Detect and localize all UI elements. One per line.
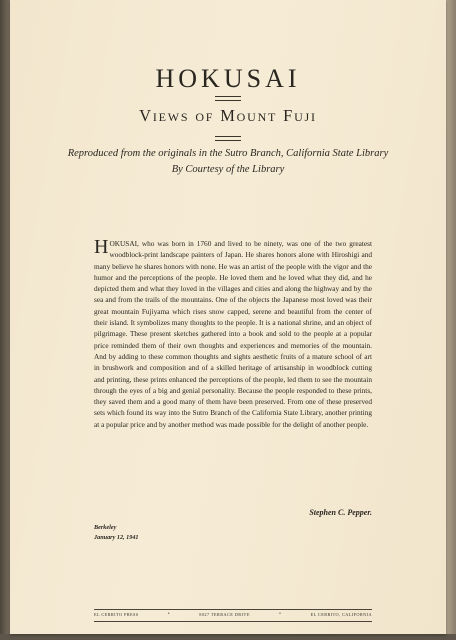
footer-rule-top (94, 609, 372, 610)
footer-press: EL CERRITO PRESS (94, 612, 139, 617)
dateline-place: Berkeley (94, 524, 117, 531)
paper-sheet (10, 0, 446, 634)
title-ornament (215, 96, 241, 101)
body-text: OKUSAI, who was born in 1760 and lived to be ninety, was one of the two greatest woodblock-print landscape painters of Japan. He shares honors alone with Hiroshigi and many believe he shares honors with none. He was an artist of the people with the vigor and the humor and the perceptions of the people. He loved them and he loved what they did, and he depicted them and what they loved in the villages and cities and along the highway and by the sea and from the trails of the mountains. One of the objects the Japanese most loved was their great mountain Fujiyama which rises snow capped, serene and beautiful from the center of their island. It symbolizes many thoughts to the people. It is a national shrine, and an object of pilgrimage. These present sketches gathered into a book and sold to the people at a popular price reminded them of their own thoughts and experiences and memories of the mountain. And by adding to these common thoughts and sights aesthetic fruits of a mature school of art in brushwork and composition and of a skilled heritage of artisanship in woodblock cutting and printing, these prints enhanced the perceptions of the people, led them to see the mountain through the eyes of a big and genial personality. Because the people responded to these prints, they saved them and a good many of them have been preserved. From one of these preserved sets which found its way into the Sutro Branch of the California State Library, another printing at a popular price and by another method was made possible for the delight of another people. (94, 239, 372, 429)
footer-rule-bottom (94, 621, 372, 622)
footer-separator: • (167, 612, 171, 617)
body-paragraph (94, 238, 372, 430)
photo-edge-shadow-left (0, 0, 10, 640)
dateline (94, 523, 204, 542)
credit-block (10, 146, 446, 178)
credit-line-2: By Courtesy of the Library (171, 164, 285, 175)
document-title: HOKUSAI (155, 64, 301, 93)
credit-line-1: Reproduced from the originals in the Sutro Branch, California State Library (67, 148, 389, 159)
photo-edge-shadow-bottom (0, 634, 456, 640)
footer-separator: • (279, 612, 282, 617)
footer-imprint (94, 612, 372, 617)
subtitle-ornament (215, 136, 241, 141)
drop-cap: H (94, 236, 109, 258)
footer-city: EL CERRITO, CALIFORNIA (310, 612, 372, 617)
document-subtitle: Views of Mount Fuji (139, 106, 317, 125)
dateline-date: January 12, 1941 (94, 533, 139, 541)
signature: Stephen C. Pepper. (309, 508, 372, 517)
footer-address: 8027 TERRACE DRIVE (199, 612, 250, 617)
